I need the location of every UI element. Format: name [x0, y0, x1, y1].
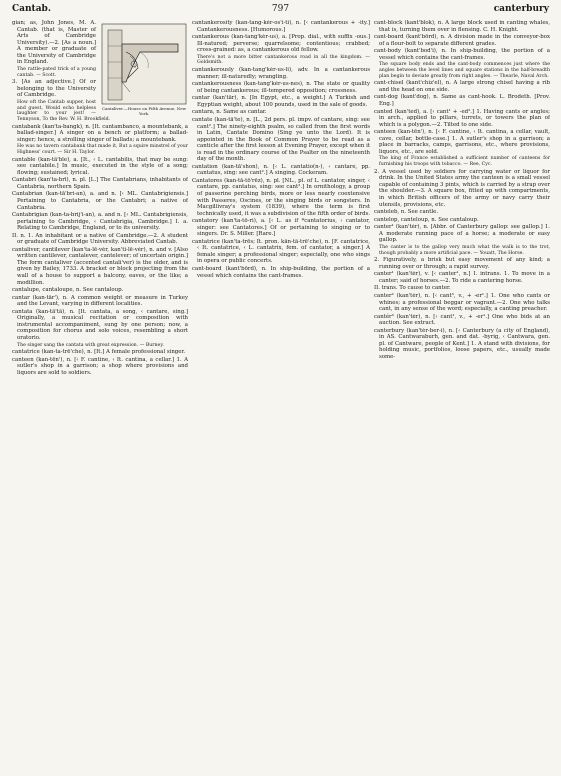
figure-caption: Cantaliver.—House on Fifth Avenue, New York. — [101, 106, 187, 116]
cantaliver-drawing — [100, 22, 188, 106]
dictionary-entry: Cantabri (kan'ta-brī), n. pl. [L.] The Cantabrians, inhabitants of Cantabria, northern Spain. — [12, 177, 188, 190]
running-header — [12, 4, 549, 18]
dictionary-entry: canter² (kan'tėr), n. [‹ cant³, v., + -er¹.] 1. One who cants or whines; a professional beggar or vagrant.—2. One who talks cant, in any sense of the word; especially, a canting preacher. — [374, 292, 550, 313]
dictionary-entry: cantalupe, cantaloupe, n. See cantaloup. — [12, 287, 124, 294]
dictionary-entry: cant-block (kant'blok), n. A large block used in canting whales, that is, turning them over in flensing. C. H. Knight. — [374, 20, 550, 33]
dictionary-entry: 3. [As an adjective.] Of or belonging to the University of Cambridge. — [12, 79, 96, 99]
citation: The rattle-pated trick of a young cantab. — Scott. — [17, 66, 96, 78]
dictionary-entry: cantar (kan'tär), n. [In Egypt, etc., a weight.] A Turkish and Egyptian weight, about 100 pounds, used in the sale of goods. — [192, 95, 370, 108]
dictionary-entry: cant-body (kant'bod'i), n. In ship-building, the portion of a vessel which contains the cant-frames. — [374, 48, 550, 61]
cantaliver-illustration — [100, 22, 188, 114]
dictionary-entry: cantatrice (kan'ta-trēs; It. pron. kän-tä-trē'che), n. [F. cantatrice, ‹ It. cantatrice, ‹ L. cantatrix, fem. of cantator, a singer.] A female singer; a professional singer; especially, one who sings in opera or public concerts. — [192, 238, 370, 265]
dictionary-entry: Cantabrian (kan-tā'bri-an), a. and n. [‹ ML. Cantabrigiensis.] Pertaining to Cantabria, or the Cantabri; a native of Cantabria. — [12, 191, 188, 211]
citation: He was no tavern cantabank that made it, But a squire minstrel of your Highness' court. — Sir H. Taylor. — [17, 144, 188, 156]
dictionary-entry: canter¹ (kan'tėr), n. [Abbr. of Canterbury gallop: see gallop.] 1. A moderate running pace of a horse; a moderate or easy gallop. — [374, 224, 550, 244]
citation: The square body ends and the cant-body commences just where the angles between the level lines and square stations in the half-breadth plan begin to deviate greatly from right angles. — Thearle, Naval Arch. — [379, 62, 550, 79]
dictionary-entry: cantankerosity (kan-tang-kėr-os'i-ti), n. [‹ cantankerous + -ity.] Cantankerousness. [Humorous.] — [192, 20, 370, 33]
dictionary-entry: cantankerous (kan-tang'kėr-us), a. [Prop. dial., with suffix -ous.] Ill-natured; perverse; quarrelsome; contentious; crabbed; cross-grained: as, a cantankerous old fellow. — [192, 34, 370, 54]
dictionary-entry: cantabank (kan'ta-bangk), n. [It. cantambanco, a mountebank, a ballad-singer.] A singer on a bench or platform; a ballad-singer; hence, a strolling singer of ballads; a mountebank. — [12, 123, 188, 143]
dictionary-entry: cantatrice (kan-ta-trē'che), n. [It.] A female professional singer. — [12, 349, 186, 356]
page-number: 797 — [271, 4, 290, 14]
dictionary-entry: cantankerousness (kan-tang'kėr-us-nes), n. The state or quality of being cantankerous; ill-tempered opposition; crossness. — [192, 81, 370, 94]
dictionary-entry: cant-chisel (kant'chiz'el), n. A large strong chisel having a rib and the head on one side. — [374, 80, 550, 93]
dictionary-entry: canteleb, n. See cantle. — [374, 209, 439, 216]
header-left-word: Cantab. — [12, 4, 51, 14]
dictionary-entry: cantaliver, cantilever (kan'ta-lē-vėr, kan'ti-lē-vėr), n. and v. [Also written cantilever, cantalever, cantelever; of uncertain origin.] The form cantaliver (accented cantali'ver) is the older, and is given by Bailey, 1733. A bracket or block projecting from the wall of a house to support a balcony, eaves, or the like; a modillion. — [12, 246, 188, 286]
column-1 — [12, 20, 188, 770]
citation: There's not a more bitter cantankerous road in all the kingdom. — Goldsmith. — [197, 54, 370, 66]
dictionary-entry: canteen (kan-tēn'), n. [‹ F. cantine, ‹ It. cantina, a cellar.] 1. A sutler's shop in a garrison; a shop where provisions and liquors are sold to soldiers. — [12, 356, 188, 376]
dictionary-entry: cantate (kan-tä'te), n. [L., 2d pers. pl. impv. of cantare, sing: see cant².] The ninety-eighth psalm, so called from the first words in Latin, Cantate Domino (Sing ye unto the Lord). It is appointed in the Book of Common Prayer to be read as a canticle after the first lesson at Evening Prayer, except when it is read in the ordinary course of the Psalter on the nineteenth day of the month. — [192, 116, 370, 163]
dictionary-entry: canterbury (kan'tėr-ber-i), n. [‹ Canterbury (a city of England), in AS. Cantwaraburh, gen. and dat. -byrig, ‹ Cantwara, gen. pl. of Cantware, people of Kent.] 1. A stand with divisions, for holding music, portfolios, loose papers, etc., usually made some- — [374, 327, 550, 360]
dictionary-entry: canted (kan'ted), a. [‹ cant¹ + -ed².] 1. Having cants or angles; in arch., applied to pillars, turrets, or towers the plan of which is a polygon.—2. Tilted to one side. — [374, 108, 550, 128]
dictionary-entry: cantelop, canteloup, n. See cantaloup. — [374, 216, 479, 223]
header-right-word: canterbury — [493, 4, 549, 14]
column-3 — [374, 20, 550, 770]
dictionary-entry: cantér³ (kan'tėr), n. [‹ cant¹, v., + -er¹.] One who bids at an auction. See extract. — [374, 313, 550, 327]
dictionary-entry: canteen (kan-tēn'), n. [‹ F. cantine, ‹ It. cantina, a cellar, vault, cave, cellar, bottle-case.] 1. A sutler's shop in a garrison; a place in barracks, camps, garrisons, etc., where provisions, liquors, etc., are sold. — [374, 129, 550, 155]
citation: How oft the Cantab supper, host and guest, Would echo helpless laughter to your jest! — Tennyson, To the Rev. W. H. Brookfield. — [17, 99, 111, 122]
citation: The king of France established a sufficient number of canteens for furnishing his troops with tobacco. — Ree, Cyc. — [379, 156, 550, 168]
dictionary-entry: Cantabrigian (kan-ta-brij'i-an), a. and n. [‹ ML. Cantabrigiensis, pertaining to Cambridge, ‹ Cantabrigia, Cambridge.] I. a. Relating to Cambridge, England, or to its university. — [12, 212, 188, 232]
dictionary-entry: canter¹ (kan'tėr), v. [‹ canter¹, n.] I. intrans. 1. To move in a canter; said of horses.—2. To ride a cantering horse. — [374, 271, 550, 284]
dictionary-entry: cantata (kan-tä'tä), n. [It. cantata, a song, ‹ cantare, sing.] Originally, a musical recitation or composition with instrumental accompaniment, sung by one person; now, a composition for chorus and solo voices, resembling a short oratorio. — [12, 308, 188, 341]
dictionary-entry: II. n. 1. An inhabitant or a native of Cambridge.—2. A student or graduate of Cambridge University. Abbreviated Cantab. — [12, 232, 188, 246]
dictionary-entry: cantara, n. Same as cantar. — [192, 109, 267, 116]
dictionary-entry: cantatory (kan'ta-tō-ri), a. [‹ L. as if *cantatorius, ‹ cantator, singer: see Cantatores.] Of or pertaining to singing or to singers. Dr. S. Miller. [Rare.] — [192, 218, 370, 238]
dictionary-entry: 2. Figuratively, a brisk but easy movement of any kind; a running over or through; a rapid survey. — [374, 257, 550, 270]
dictionary-entry: cantable (kan-tä'ble), a. [It., ‹ L. cantabilis, that may be sung: see cantabile.] In music, executed in the style of a song; flowing; sustained; lyrical. — [12, 156, 188, 176]
dictionary-entry: cant-board (kant'bōrd), n. A division made in the conveyor-box of a flour-bolt to separate different grades. — [374, 34, 550, 47]
dictionary-entry: cantation (kan-tā'shon), n. [‹ L. cantatio(n-), ‹ cantare, pp. cantatus, sing: see cant².] A singing. Cockeram. — [192, 163, 370, 177]
dictionary-entry: II. trans. To cause to canter. — [374, 285, 451, 292]
dictionary-entry: cantankerously (kan-tang'kėr-us-li), adv. In a cantankerous manner; ill-naturedly; wrangling. — [192, 67, 370, 80]
dictionary-entry: cant-dog (kant'dog), n. Same as cant-hook. L. Brodeth. [Prov. Eng.] — [374, 94, 550, 108]
dictionary-entry: cant-board (kant'bōrd), n. In ship-building, the portion of a vessel which contains the cant-frames. — [192, 266, 370, 279]
dictionary-entry: Cantatores (kan-tā-tō'rēz), n. pl. [NL., pl. of L. cantator, singer, ‹ cantare, pp. cantatus, sing: see cant².] In ornithology, a group of passerine perching birds, more or less nearly coextensive with Passeres, Oscines, or the singing birds or songsters. In Macgillivray's system (1839), where the term is first technically used, it was a subdivision of the fifth order of birds. — [192, 177, 370, 217]
citation: The singer sang the cantata with great expression. — Burney. — [17, 342, 164, 348]
dictionary-entry: 2. A vessel used by soldiers for carrying water or liquor for drink. In the United States army the canteen is a small vessel capable of containing 3 pints, which is carried by a strap over the shoulder.—3. A square box, fitted up with compartments, in which British officers of the army or navy carry their utensils, provisions, etc. — [374, 168, 550, 208]
dictionary-entry: gian; as, John Jones, M. A. Cantab. (that is, Master of Arts of Cambridge University).—2. [As a noun.] A member or graduate of the University of Cambridge in England. — [12, 20, 96, 66]
dictionary-entry: cantar (kan-tär'), n. A common weight or measure in Turkey and the Levant, varying in different localities. — [12, 294, 188, 308]
column-2 — [192, 20, 370, 770]
citation: The canter is to the gallop very much what the walk is to the trot, though probably a more artificial pace. — Youatt, The Horse. — [379, 244, 550, 256]
